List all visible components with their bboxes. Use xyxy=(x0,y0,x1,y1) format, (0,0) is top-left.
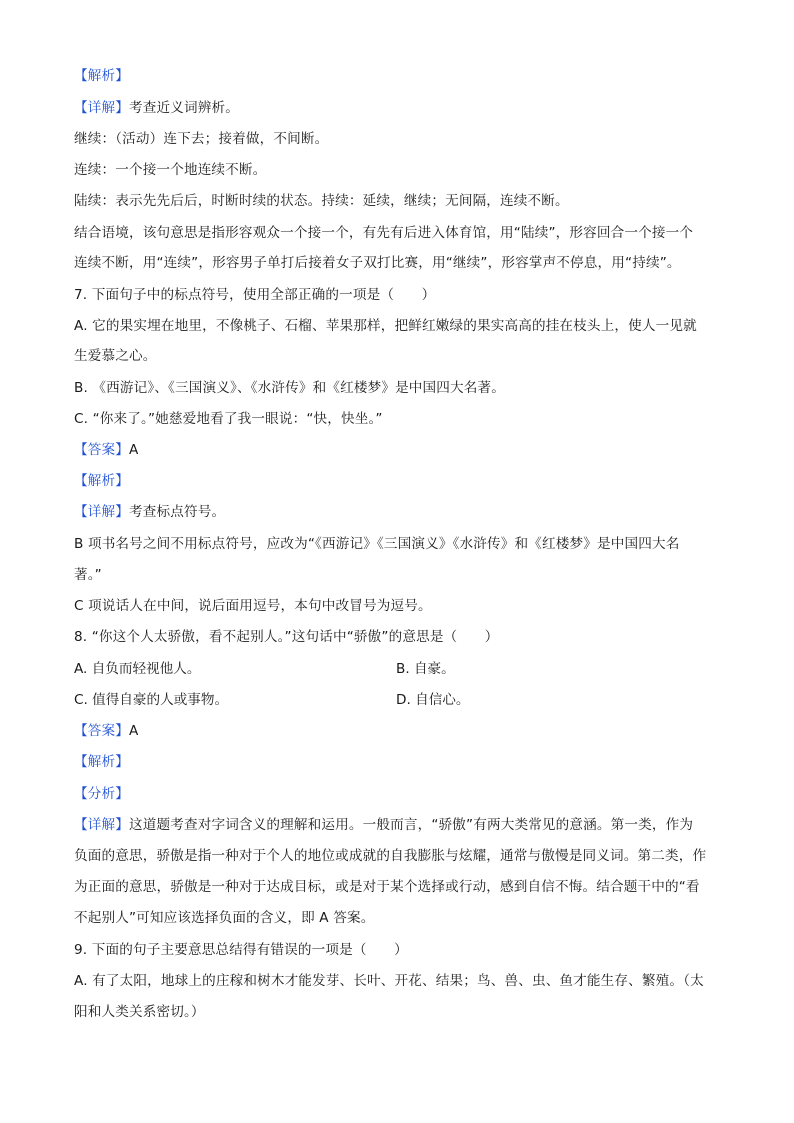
text-line: C 项说话人在中间，说后面用逗号，本句中改冒号为逗号。 xyxy=(74,598,432,614)
section-label xyxy=(74,471,724,491)
tag-answer: 【答案】 xyxy=(74,442,129,458)
tag-detail: 【详解】 xyxy=(74,504,129,520)
option-8b: B. 自豪。 xyxy=(396,661,455,677)
text-line: 结合语境，该句意思是指形容观众一个接一个，有先有后进入体育馆，用“陆续”，形容回合一个接一个 xyxy=(74,225,694,241)
tag-analyze: 【分析】 xyxy=(74,786,129,802)
tag-detail: 【详解】 xyxy=(74,817,129,833)
option-a: A. 它的果实埋在地里，不像桃子、石榴、苹果那样，把鲜红嫩绿的果实高高的挂在枝头上，使人一见就 xyxy=(74,318,697,334)
tag-analysis: 【解析】 xyxy=(74,68,129,84)
text-line: 继续：（活动）连下去；接着做，不间断。 xyxy=(74,131,329,147)
option-b: B. 《西游记》、《三国演义》、《水浒传》和《红楼梦》是中国四大名著。 xyxy=(74,380,506,396)
question-9: 9. 下面的句子主要意思总结得有错误的一项是（ ） xyxy=(74,942,408,958)
question-7: 7. 下面句子中的标点符号，使用全部正确的一项是（ ） xyxy=(74,287,436,303)
option-9a: A. 有了太阳，地球上的庄稼和树木才能发芽、长叶、开花、结果；鸟、兽、虫、鱼才能生存、繁殖。（太 xyxy=(74,973,704,989)
option-8a: A. 自负而轻视他人。 xyxy=(74,661,201,677)
text-line: 不起别人”可知应该选择负面的含义，即 A 答案。 xyxy=(74,910,375,926)
answer-line: 【答案】A xyxy=(74,723,139,739)
option-c: C. “你来了。”她慈爱地看了我一眼说：“快，快坐。” xyxy=(74,411,383,427)
text-line: B 项书名号之间不用标点符号，应改为“《西游记》《三国演义》《水浒传》和《红楼梦》是中国四大名 xyxy=(74,536,680,552)
detail-line: 【详解】考查近义词辨析。 xyxy=(74,100,239,116)
tag-detail: 【详解】 xyxy=(74,100,129,116)
tag-analysis: 【解析】 xyxy=(74,754,129,770)
text-line: 连续不断，用“连续”，形容男子单打后接着女子双打比赛，用“继续”，形容掌声不停息，用“持续”。 xyxy=(74,255,681,271)
section-label xyxy=(74,66,724,86)
section-label xyxy=(74,784,724,804)
text-line: 陆续：表示先先后后，时断时续的状态。持续：延续，继续；无间隔，连续不断。 xyxy=(74,193,569,209)
tag-answer: 【答案】 xyxy=(74,723,129,739)
option-a-cont: 生爱慕之心。 xyxy=(74,348,157,364)
section-label xyxy=(74,752,724,772)
text-line: 为正面的意思，骄傲是一种对于达成目标，或是对于某个选择或行动，感到自信不悔。结合题干中的“看 xyxy=(74,879,700,895)
text-line: 连续：一个接一个地连续不断。 xyxy=(74,162,267,178)
text-line: 负面的意思，骄傲是指一种对于个人的地位或成就的自我膨胀与炫耀，通常与傲慢是同义词。第二类，作 xyxy=(74,848,707,864)
detail-line: 【详解】考查标点符号。 xyxy=(74,504,226,520)
option-9a-cont: 阳和人类关系密切。） xyxy=(74,1004,205,1020)
option-8d: D. 自信心。 xyxy=(396,692,470,708)
text-line: 著。” xyxy=(74,567,102,583)
option-8c: C. 值得自豪的人或事物。 xyxy=(74,692,229,708)
detail-line: 【详解】这道题考查对字词含义的理解和运用。一般而言，“骄傲”有两大类常见的意涵。第一类，作为 xyxy=(74,817,694,833)
question-8: 8. “你这个人太骄傲，看不起别人。”这句话中“骄傲”的意思是（ ） xyxy=(74,629,499,645)
tag-analysis: 【解析】 xyxy=(74,473,129,489)
answer-line: 【答案】A xyxy=(74,442,139,458)
